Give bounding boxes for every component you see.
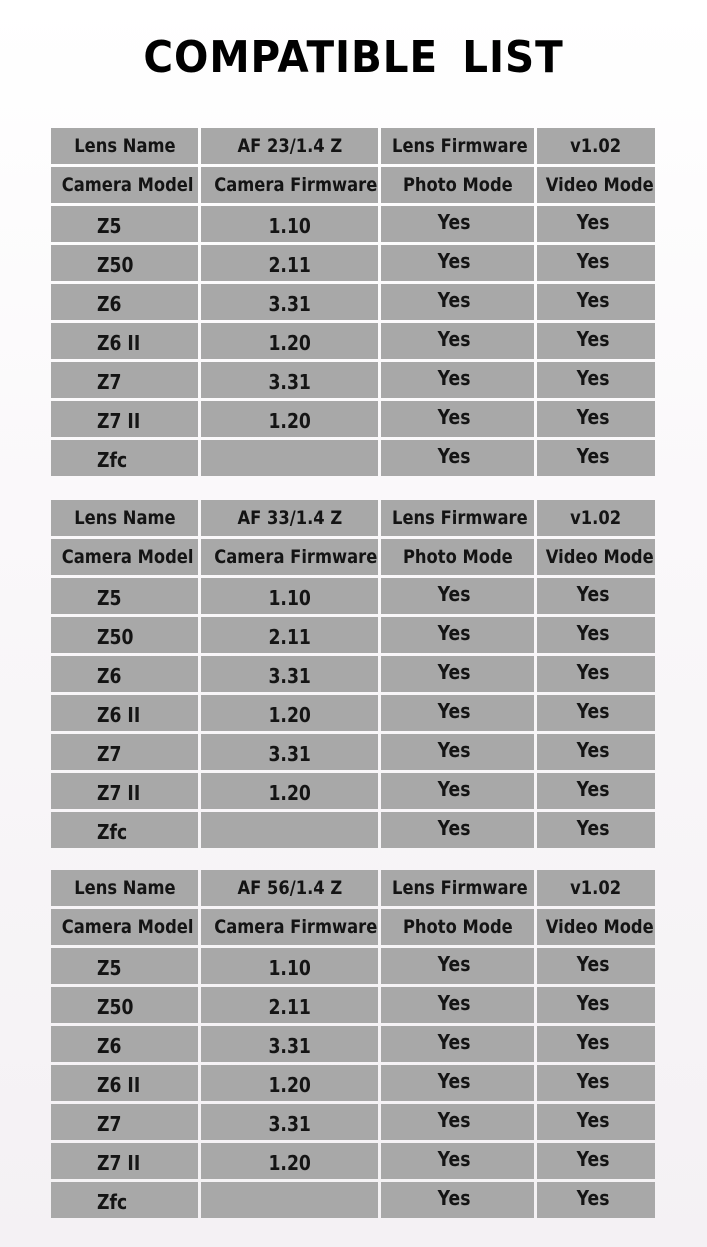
video-mode-cell (537, 578, 655, 614)
video-mode-cell-text: Yes (576, 1030, 610, 1054)
lens-name-value-text: AF 56/1.4 Z (237, 877, 342, 899)
video-mode-cell (537, 773, 655, 809)
camera-model-header-text: Camera Model (61, 174, 194, 196)
lens-name-label-text: Lens Name (73, 135, 176, 157)
video-mode-cell-text: Yes (576, 816, 610, 840)
camera-model-header-text: Camera Model (61, 546, 194, 568)
camera-model-cell-text: Z7 (97, 370, 122, 394)
photo-mode-cell (381, 1065, 534, 1101)
table-row (51, 1065, 655, 1101)
camera-firmware-cell-text: 1.10 (268, 586, 311, 610)
photo-mode-cell (381, 987, 534, 1023)
table-row (51, 1026, 655, 1062)
photo-mode-cell (381, 323, 534, 359)
camera-model-cell (51, 773, 198, 809)
lens-firmware-label-text: Lens Firmware (392, 135, 528, 157)
video-mode-cell-text: Yes (576, 991, 610, 1015)
video-mode-cell (537, 206, 655, 242)
video-mode-cell-text: Yes (576, 952, 610, 976)
lens-name-value (201, 870, 378, 906)
camera-model-cell-text: Zfc (97, 1190, 128, 1214)
camera-firmware-cell (201, 1143, 378, 1179)
camera-firmware-cell-text: 1.10 (268, 214, 311, 238)
video-mode-cell-text: Yes (576, 582, 610, 606)
photo-mode-cell-text: Yes (438, 1030, 471, 1054)
table-row (51, 578, 655, 614)
column-header-row (51, 539, 655, 575)
camera-model-cell-text: Z6 (97, 664, 122, 688)
camera-firmware-header (201, 909, 378, 945)
lens-info-row (51, 870, 655, 906)
photo-mode-cell-text: Yes (438, 991, 471, 1015)
photo-mode-cell (381, 1026, 534, 1062)
camera-model-cell (51, 323, 198, 359)
camera-firmware-cell-text: 1.20 (268, 781, 311, 805)
table-row (51, 656, 655, 692)
video-mode-cell-text: Yes (576, 699, 610, 723)
column-header-row (51, 167, 655, 203)
video-mode-header (537, 539, 655, 575)
camera-model-cell (51, 948, 198, 984)
lens-firmware-label-text: Lens Firmware (392, 877, 528, 899)
lens-firmware-value (537, 870, 655, 906)
photo-mode-header (381, 909, 534, 945)
photo-mode-cell (381, 440, 534, 476)
lens-name-label (51, 500, 198, 536)
lens-firmware-label-text: Lens Firmware (392, 507, 528, 529)
photo-mode-cell-text: Yes (438, 1069, 471, 1093)
camera-model-cell-text: Z7 II (97, 409, 141, 433)
camera-firmware-cell (201, 987, 378, 1023)
video-mode-cell (537, 245, 655, 281)
camera-firmware-cell (201, 1182, 378, 1218)
lens-name-label-text: Lens Name (73, 507, 176, 529)
camera-model-cell (51, 401, 198, 437)
video-mode-cell-text: Yes (576, 210, 610, 234)
photo-mode-cell (381, 656, 534, 692)
photo-mode-cell (381, 734, 534, 770)
camera-model-cell-text: Z6 II (97, 1073, 141, 1097)
table-row (51, 1182, 655, 1218)
camera-model-cell-text: Z5 (97, 586, 122, 610)
video-mode-cell (537, 617, 655, 653)
camera-model-cell-text: Z6 (97, 292, 122, 316)
camera-firmware-cell-text: 1.20 (268, 331, 311, 355)
photo-mode-cell-text: Yes (438, 582, 471, 606)
photo-mode-cell-text: Yes (438, 366, 471, 390)
video-mode-header (537, 167, 655, 203)
lens-firmware-value-text: v1.02 (570, 135, 622, 157)
lens-name-label-text: Lens Name (73, 877, 176, 899)
photo-mode-cell (381, 1104, 534, 1140)
photo-mode-cell-text: Yes (438, 327, 471, 351)
camera-firmware-cell-text: 3.31 (268, 370, 311, 394)
camera-firmware-cell-text: 1.20 (268, 409, 311, 433)
video-mode-cell-text: Yes (576, 366, 610, 390)
lens-name-label (51, 128, 198, 164)
video-mode-cell (537, 1026, 655, 1062)
camera-model-cell-text: Z6 II (97, 331, 141, 355)
table-row (51, 1104, 655, 1140)
camera-model-cell (51, 695, 198, 731)
camera-model-cell-text: Z6 (97, 1034, 122, 1058)
camera-firmware-cell (201, 1065, 378, 1101)
lens-info-row (51, 128, 655, 164)
lens-firmware-label (381, 500, 534, 536)
table-row (51, 617, 655, 653)
camera-model-header (51, 539, 198, 575)
camera-model-cell-text: Z5 (97, 956, 122, 980)
camera-model-header (51, 909, 198, 945)
photo-mode-cell-text: Yes (438, 249, 471, 273)
photo-mode-cell-text: Yes (438, 952, 471, 976)
photo-mode-cell (381, 812, 534, 848)
camera-firmware-cell (201, 1026, 378, 1062)
table-row (51, 206, 655, 242)
table-row (51, 323, 655, 359)
video-mode-cell-text: Yes (576, 288, 610, 312)
camera-model-cell-text: Z5 (97, 214, 122, 238)
camera-model-cell (51, 1143, 198, 1179)
lens-name-value-text: AF 23/1.4 Z (237, 135, 342, 157)
camera-firmware-cell (201, 695, 378, 731)
lens-info-row (51, 500, 655, 536)
video-mode-cell (537, 695, 655, 731)
compat-table (51, 128, 655, 479)
photo-mode-cell-text: Yes (438, 1147, 471, 1171)
compat-table (51, 500, 655, 851)
camera-firmware-cell (201, 578, 378, 614)
photo-mode-cell (381, 245, 534, 281)
photo-mode-cell-text: Yes (438, 660, 471, 684)
photo-mode-cell (381, 773, 534, 809)
video-mode-cell (537, 440, 655, 476)
lens-firmware-value (537, 500, 655, 536)
photo-mode-cell-text: Yes (438, 738, 471, 762)
camera-firmware-cell (201, 656, 378, 692)
camera-firmware-cell-text: 1.10 (268, 956, 311, 980)
camera-model-cell (51, 812, 198, 848)
video-mode-cell (537, 656, 655, 692)
video-mode-cell-text: Yes (576, 777, 610, 801)
camera-firmware-cell (201, 440, 378, 476)
table-row (51, 773, 655, 809)
camera-model-cell-text: Z50 (97, 625, 134, 649)
camera-firmware-cell-text: 3.31 (268, 292, 311, 316)
table-row (51, 812, 655, 848)
lens-firmware-value-text: v1.02 (570, 507, 622, 529)
camera-model-cell (51, 656, 198, 692)
camera-firmware-cell (201, 323, 378, 359)
photo-mode-cell (381, 948, 534, 984)
camera-model-cell (51, 987, 198, 1023)
compat-table (51, 870, 655, 1221)
video-mode-cell-text: Yes (576, 1186, 610, 1210)
camera-model-cell (51, 245, 198, 281)
camera-firmware-cell (201, 284, 378, 320)
lens-firmware-value (537, 128, 655, 164)
camera-firmware-header-text: Camera Firmware (214, 174, 378, 196)
camera-firmware-header-text: Camera Firmware (214, 916, 378, 938)
video-mode-cell (537, 401, 655, 437)
photo-mode-cell-text: Yes (438, 1186, 471, 1210)
camera-model-cell-text: Z7 II (97, 781, 141, 805)
lens-name-label (51, 870, 198, 906)
photo-mode-cell-text: Yes (438, 405, 471, 429)
photo-mode-cell (381, 362, 534, 398)
table-row (51, 987, 655, 1023)
video-mode-cell (537, 1104, 655, 1140)
photo-mode-cell-text: Yes (438, 777, 471, 801)
camera-firmware-cell-text: 3.31 (268, 742, 311, 766)
camera-model-cell-text: Z6 II (97, 703, 141, 727)
camera-firmware-cell-text: 3.31 (268, 1034, 311, 1058)
camera-firmware-cell-text: 2.11 (268, 625, 311, 649)
photo-mode-cell (381, 206, 534, 242)
camera-firmware-cell (201, 773, 378, 809)
photo-mode-cell (381, 284, 534, 320)
lens-name-value (201, 500, 378, 536)
photo-mode-header (381, 539, 534, 575)
photo-mode-cell (381, 1143, 534, 1179)
camera-model-cell (51, 1182, 198, 1218)
photo-mode-cell (381, 1182, 534, 1218)
table-row (51, 734, 655, 770)
camera-firmware-header (201, 539, 378, 575)
camera-firmware-cell-text: 1.20 (268, 1151, 311, 1175)
camera-firmware-header-text: Camera Firmware (214, 546, 378, 568)
camera-model-cell (51, 617, 198, 653)
camera-model-cell (51, 440, 198, 476)
camera-firmware-cell (201, 948, 378, 984)
camera-firmware-cell (201, 362, 378, 398)
video-mode-cell-text: Yes (576, 1147, 610, 1171)
video-mode-cell (537, 323, 655, 359)
photo-mode-header-text: Photo Mode (402, 174, 513, 196)
photo-mode-cell-text: Yes (438, 210, 471, 234)
camera-model-cell (51, 578, 198, 614)
photo-mode-cell-text: Yes (438, 444, 471, 468)
video-mode-cell (537, 1182, 655, 1218)
table-row (51, 401, 655, 437)
photo-mode-header (381, 167, 534, 203)
video-mode-cell-text: Yes (576, 405, 610, 429)
photo-mode-cell-text: Yes (438, 1108, 471, 1132)
camera-firmware-cell (201, 734, 378, 770)
table-row (51, 245, 655, 281)
camera-firmware-cell (201, 401, 378, 437)
camera-firmware-cell (201, 812, 378, 848)
table-row (51, 695, 655, 731)
photo-mode-cell-text: Yes (438, 621, 471, 645)
lens-firmware-label (381, 870, 534, 906)
lens-name-value-text: AF 33/1.4 Z (237, 507, 342, 529)
photo-mode-cell (381, 695, 534, 731)
photo-mode-cell-text: Yes (438, 699, 471, 723)
camera-model-cell (51, 284, 198, 320)
video-mode-header-text: Video Mode (545, 916, 654, 938)
camera-firmware-cell-text: 1.20 (268, 1073, 311, 1097)
video-mode-header-text: Video Mode (545, 546, 654, 568)
photo-mode-cell (381, 401, 534, 437)
camera-model-cell (51, 734, 198, 770)
camera-model-cell-text: Z7 II (97, 1151, 141, 1175)
video-mode-cell (537, 284, 655, 320)
camera-model-cell-text: Z50 (97, 995, 134, 1019)
camera-model-cell-text: Z50 (97, 253, 134, 277)
camera-firmware-cell-text: 3.31 (268, 664, 311, 688)
video-mode-cell-text: Yes (576, 249, 610, 273)
video-mode-cell-text: Yes (576, 444, 610, 468)
camera-firmware-cell-text: 2.11 (268, 995, 311, 1019)
photo-mode-cell-text: Yes (438, 288, 471, 312)
camera-firmware-cell-text: 3.31 (268, 1112, 311, 1136)
video-mode-cell-text: Yes (576, 660, 610, 684)
video-mode-cell (537, 948, 655, 984)
table-row (51, 948, 655, 984)
lens-name-value (201, 128, 378, 164)
video-mode-cell (537, 734, 655, 770)
photo-mode-cell (381, 578, 534, 614)
table-row (51, 284, 655, 320)
video-mode-header-text: Video Mode (545, 174, 654, 196)
camera-model-cell (51, 362, 198, 398)
camera-model-header-text: Camera Model (61, 916, 194, 938)
camera-model-cell (51, 1104, 198, 1140)
lens-firmware-value-text: v1.02 (570, 877, 622, 899)
camera-firmware-cell (201, 206, 378, 242)
video-mode-cell (537, 1065, 655, 1101)
camera-firmware-header (201, 167, 378, 203)
camera-firmware-cell (201, 1104, 378, 1140)
camera-firmware-cell-text: 1.20 (268, 703, 311, 727)
video-mode-cell (537, 362, 655, 398)
lens-firmware-label (381, 128, 534, 164)
photo-mode-cell-text: Yes (438, 816, 471, 840)
photo-mode-cell (381, 617, 534, 653)
camera-model-cell (51, 1065, 198, 1101)
video-mode-cell-text: Yes (576, 738, 610, 762)
video-mode-cell-text: Yes (576, 1069, 610, 1093)
video-mode-cell-text: Yes (576, 1108, 610, 1132)
camera-model-cell-text: Z7 (97, 1112, 122, 1136)
video-mode-cell (537, 1143, 655, 1179)
video-mode-header (537, 909, 655, 945)
table-row (51, 440, 655, 476)
camera-model-cell (51, 1026, 198, 1062)
camera-firmware-cell (201, 617, 378, 653)
photo-mode-header-text: Photo Mode (402, 546, 513, 568)
camera-model-header (51, 167, 198, 203)
video-mode-cell-text: Yes (576, 327, 610, 351)
video-mode-cell-text: Yes (576, 621, 610, 645)
camera-model-cell (51, 206, 198, 242)
video-mode-cell (537, 987, 655, 1023)
page-title: COMPATIBLE LIST (143, 32, 564, 83)
camera-firmware-cell (201, 245, 378, 281)
camera-model-cell-text: Z7 (97, 742, 122, 766)
column-header-row (51, 909, 655, 945)
photo-mode-header-text: Photo Mode (402, 916, 513, 938)
table-row (51, 1143, 655, 1179)
table-row (51, 362, 655, 398)
camera-model-cell-text: Zfc (97, 448, 128, 472)
camera-model-cell-text: Zfc (97, 820, 128, 844)
video-mode-cell (537, 812, 655, 848)
camera-firmware-cell-text: 2.11 (268, 253, 311, 277)
